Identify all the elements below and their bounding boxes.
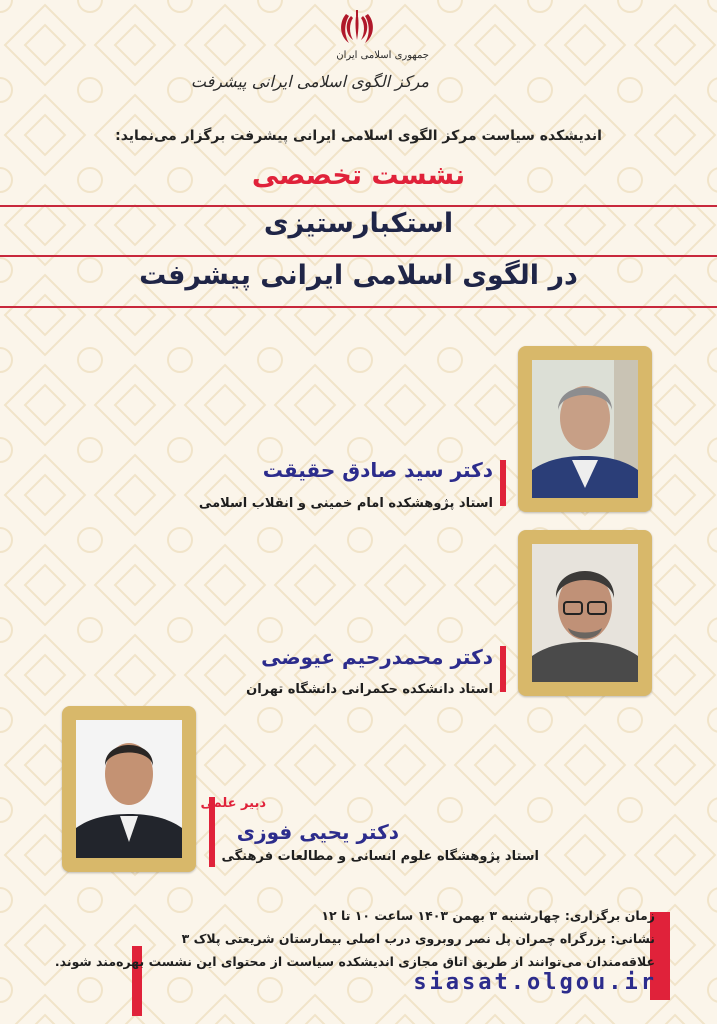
- title-line-1: استکبارستیزی: [263, 208, 454, 239]
- speaker-1-name: دکتر سید صادق حقیقت: [262, 458, 493, 482]
- accent-bar: [500, 646, 506, 692]
- secretary-photo: [62, 706, 196, 872]
- accent-bar: [500, 460, 506, 506]
- secretary-name: دکتر یحیی فوزی: [236, 820, 399, 844]
- title-line-2: در الگوی اسلامی ایرانی پیشرفت: [139, 260, 578, 291]
- event-note: علاقه‌مندان می‌توانند از طریق اتاق مجازی اندیشکده سیاست از محتوای این نشست بهره‌مند شوند.: [54, 954, 655, 969]
- secretary-affiliation: استاد پژوهشگاه علوم انسانی و مطالعات فرهنگی: [221, 849, 539, 864]
- website-url: siasat.olgou.ir: [413, 970, 657, 995]
- divider-line: [0, 255, 717, 257]
- logo-line-center: مرکز الگوی اسلامی ایرانی پیشرفت: [190, 72, 429, 91]
- person-portrait-icon: [532, 544, 638, 682]
- divider-line: [0, 306, 717, 308]
- event-time: زمان برگزاری: چهارشنبه ۳ بهمن ۱۴۰۳ ساعت ۱۰ تا ۱۲: [321, 908, 655, 923]
- secretary-role: دبیر علمی: [200, 796, 266, 811]
- speaker-1-affiliation: استاد پژوهشکده امام خمینی و انقلاب اسلامی: [198, 496, 493, 511]
- speaker-2-affiliation: استاد دانشکده حکمرانی دانشگاه تهران: [246, 682, 493, 697]
- speaker-2-photo: [518, 530, 652, 696]
- person-portrait-icon: [76, 720, 182, 858]
- event-type: نشست تخصصی: [251, 160, 466, 191]
- speaker-1-photo: [518, 346, 652, 512]
- person-portrait-icon: [532, 360, 638, 498]
- divider-line: [0, 205, 717, 207]
- speaker-2-name: دکتر محمدرحیم عیوضی: [261, 645, 493, 669]
- intro-text: اندیشکده سیاست مرکز الگوی اسلامی ایرانی پیشرفت برگزار می‌نماید:: [115, 128, 602, 144]
- logo-line-republic: جمهوری اسلامی ایران: [336, 50, 429, 61]
- iran-emblem-icon: [337, 8, 377, 48]
- event-address: نشانی: بزرگراه چمران پل نصر روبروی درب اصلی بیمارستان شریعتی پلاک ۳: [181, 931, 655, 946]
